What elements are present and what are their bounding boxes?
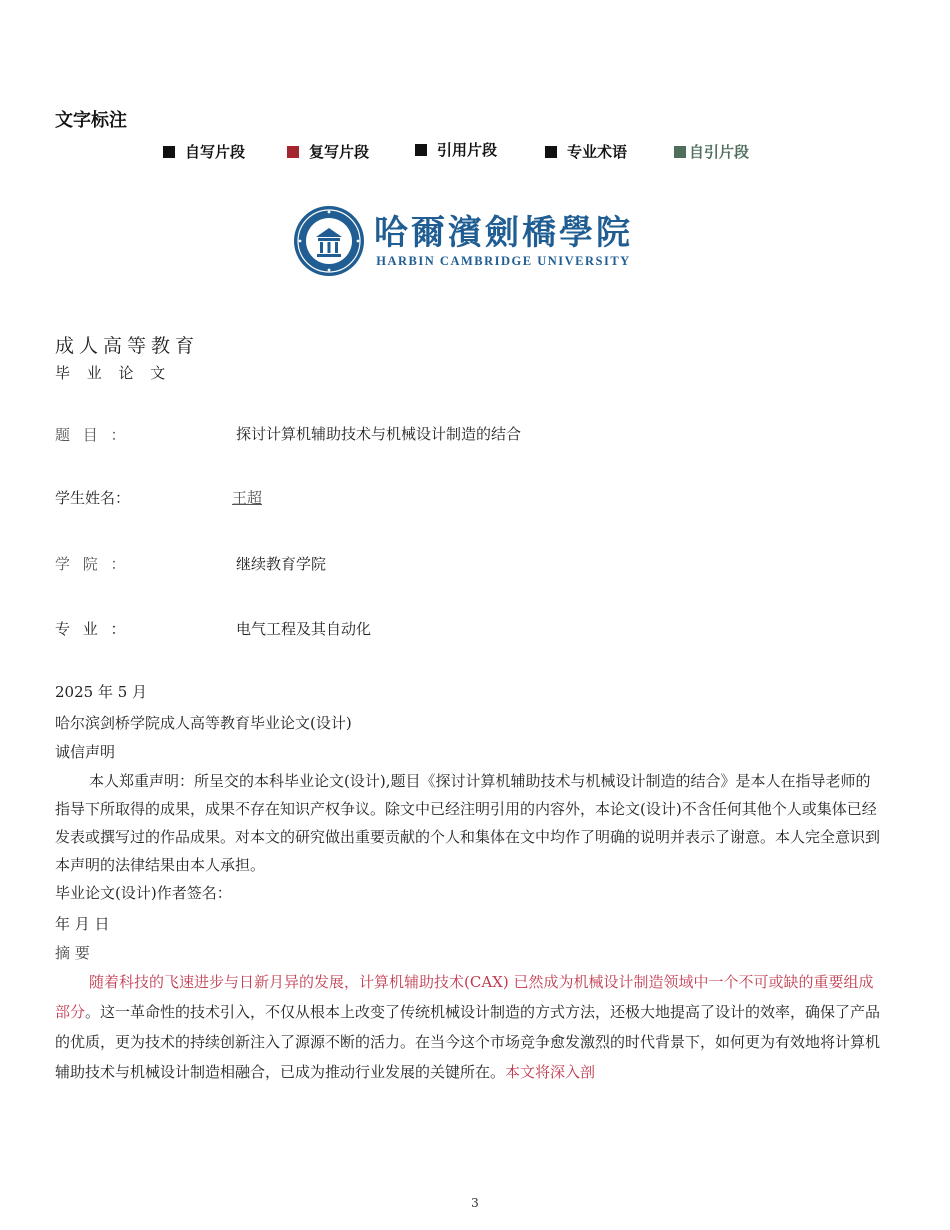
student-name-label: 学生姓名：: [55, 489, 131, 507]
legend-title: 文字标注: [55, 110, 127, 131]
declaration-body: 本人郑重声明：所呈交的本科毕业论文(设计),题目《探讨计算机辅助技术与机械设计制造的结合》是本人在指导老师的指导下所取得的成果，成果不存在知识产权争议。除文中已经注明引用的内容外，本论文(设计)不含任何其他个人或集体已经发表或撰写过的作品成果。对本文的研究做出重要贡献的个人和集体在文中均作了明确的说明并表示了谢意。本人完全意识到本声明的法律结果由本人承担。: [55, 772, 881, 874]
legend-item-terminology: [545, 141, 627, 162]
declaration-date-line: 年 月 日: [55, 915, 110, 933]
student-name-value: 王超: [232, 489, 263, 507]
legend-item-self-cited: [674, 141, 749, 162]
college-value: 继续教育学院: [236, 555, 327, 573]
legend-item-rewritten: [287, 141, 369, 162]
abstract-self-written-segment: 。这一革命性的技术引入，不仅从根本上改变了传统机械设计制造的方式方法，还极大地提高了设计的效率，确保了产品的优质，更为技术的持续创新注入了源源不断的活力。在当今这个市场竞争愈发激烈的时代背景下，如何更为有效地将计算机辅助技术与机械设计制造相融合，已成为推动行业发展的关键所在。: [55, 1003, 881, 1081]
legend-label: 自引片段: [689, 143, 750, 161]
legend-label: 专业术语: [567, 143, 628, 161]
legend-swatch-icon: [287, 146, 299, 158]
legend-item-self-written: [163, 141, 245, 162]
major-label: 专 业 ：: [55, 620, 130, 638]
college-label: 学 院 ：: [55, 555, 130, 573]
legend-item-quoted: [415, 139, 497, 160]
page-number: 3: [471, 1196, 479, 1210]
university-logo: [292, 204, 652, 278]
abstract-title: 摘 要: [55, 944, 90, 962]
logo-english-name: HARBIN CAMBRIDGE UNIVERSITY: [376, 254, 631, 268]
abstract-rewritten-segment-2: 本文将深入剖: [505, 1063, 596, 1081]
logo-chinese-name: 哈爾濱劍橋學院: [374, 213, 633, 253]
declaration-title: 诚信声明: [55, 743, 116, 761]
topic-value: 探讨计算机辅助技术与机械设计制造的结合: [236, 425, 522, 443]
abstract-rewritten-segment: 随着科技的飞速进步与日新月异的发展，计算机辅助技术(CAX) 已然成为机械设计制造领域中一个不可或缺的重要组成部分: [55, 973, 874, 1021]
legend-swatch-icon: [163, 146, 175, 158]
legend-swatch-icon: [415, 144, 427, 156]
declaration-signature: 毕业论文(设计)作者签名：: [55, 884, 232, 902]
topic-label: 题 目 ：: [55, 426, 130, 444]
legend-swatch-icon: [545, 146, 557, 158]
legend-label: 引用片段: [437, 141, 498, 159]
cover-subtitle: 毕 业 论 文: [55, 364, 172, 382]
university-seal-icon: [292, 204, 366, 278]
cover-title: 成人高等教育: [55, 335, 200, 357]
major-value: 电气工程及其自动化: [236, 620, 372, 638]
cover-date: 2025 年 5 月: [55, 683, 148, 701]
declaration-header: 哈尔滨剑桥学院成人高等教育毕业论文(设计): [55, 714, 352, 732]
legend-label: 复写片段: [309, 143, 370, 161]
legend-label: 自写片段: [185, 143, 246, 161]
abstract-body: [55, 967, 885, 1087]
legend-swatch-icon: [674, 146, 686, 158]
